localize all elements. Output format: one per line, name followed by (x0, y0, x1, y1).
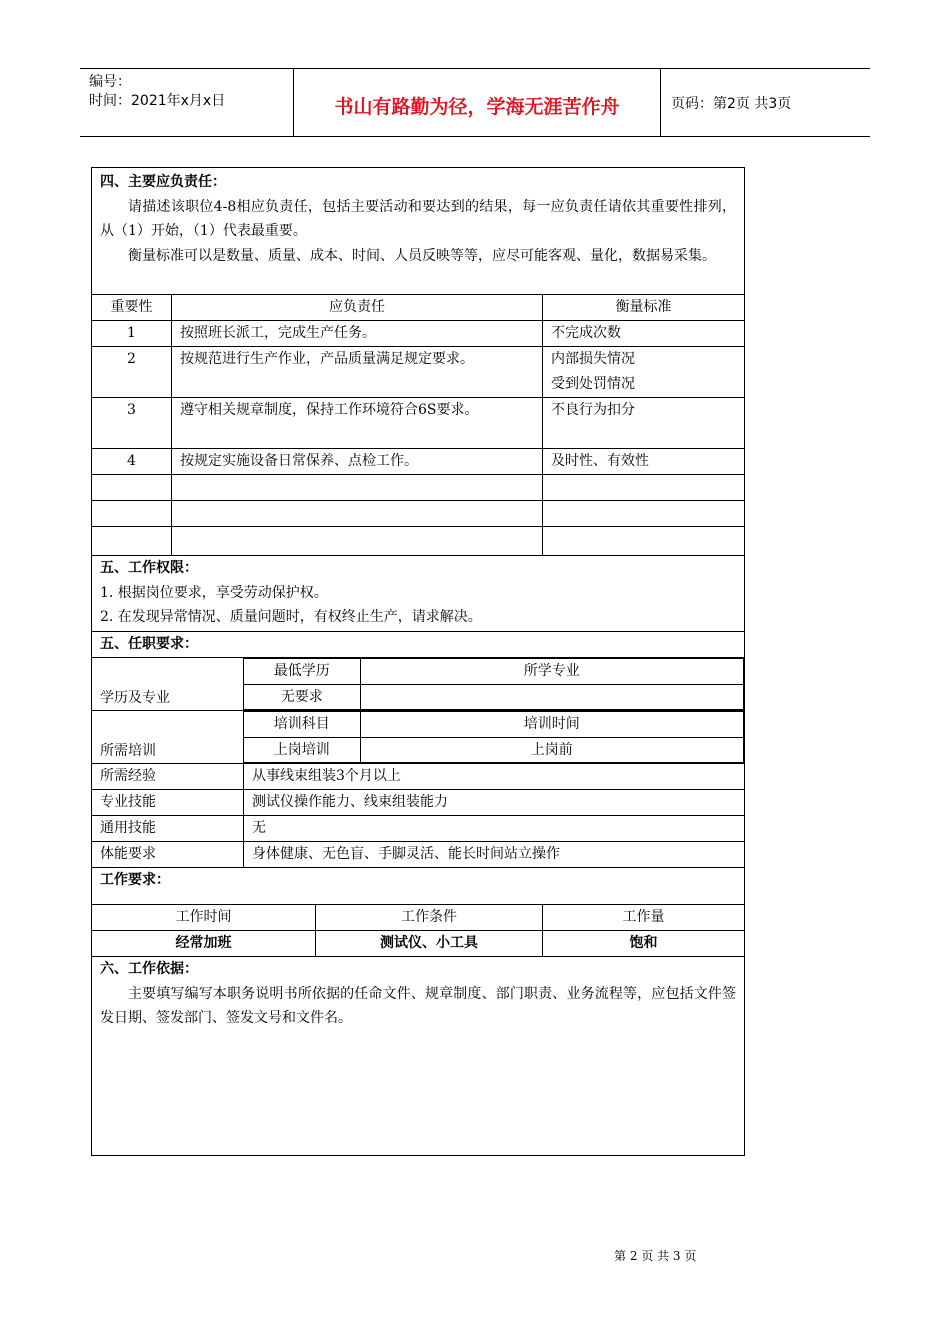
sec4-paragraph-1: 请描述该职位4-8相应负责任，包括主要活动和要达到的结果，每一应负责任请依其重要性排列，从（1）开始，（1）代表最重要。 (100, 198, 737, 239)
duty-standard: 及时性、有效性 (543, 449, 745, 475)
duty-row (92, 347, 745, 398)
work-header-row (92, 905, 745, 931)
page-header (80, 68, 870, 137)
authority-item: 1. 根据岗位要求，享受劳动保护权。 (100, 584, 328, 601)
sec4-title: 四、主要应负责任： (100, 174, 226, 190)
edu-major-label: 所学专业 (360, 659, 744, 685)
skill-value: 测试仪操作能力、线束组装能力 (244, 790, 745, 816)
work-condition-label: 工作条件 (316, 905, 543, 931)
work-value-row (92, 931, 745, 957)
sec6-paragraph: 主要填写编写本职务说明书所依据的任命文件、规章制度、部门职责、业务流程等，应包括文件签发日期、签发部门、签发文号和文件名。 (100, 985, 737, 1026)
experience-label: 所需经验 (92, 764, 244, 790)
edu-min-value: 无要求 (244, 684, 360, 710)
duty-row (92, 321, 745, 347)
sec5b-title: 五、任职要求： (92, 632, 745, 658)
header-meta (80, 69, 293, 136)
work-load-label: 工作量 (543, 905, 745, 931)
duty-header-row (92, 295, 745, 321)
duty-standard-line: 内部损失情况 (551, 351, 635, 367)
edu-major-value (360, 684, 744, 710)
sec6-title: 六、工作依据： (100, 961, 198, 977)
general-skill-label: 通用技能 (92, 816, 244, 842)
train-subject-value: 上岗培训 (244, 737, 360, 763)
duty-row (92, 398, 745, 449)
duty-number: 3 (92, 398, 172, 449)
duty-text: 按照班长派工，完成生产任务。 (172, 321, 543, 347)
work-title-row (92, 868, 745, 905)
general-skill-row (92, 816, 745, 842)
work-time-label: 工作时间 (92, 905, 316, 931)
work-load-value: 饱和 (543, 931, 745, 957)
work-title: 工作要求： (92, 868, 745, 905)
duty-text: 按规定实施设备日常保养、点检工作。 (172, 449, 543, 475)
train-subject-label: 培训科目 (244, 712, 360, 738)
document-time-label: 时间：2021年x月x日 (89, 93, 226, 109)
sec4-intro-row (92, 168, 745, 295)
duty-text: 遵守相关规章制度，保持工作环境符合6S要求。 (172, 398, 543, 449)
header-page-info: 页码：第2页 共3页 (671, 95, 792, 112)
duty-standard (543, 347, 745, 398)
col-standard: 衡量标准 (543, 295, 745, 321)
duty-standard: 不良行为扣分 (543, 398, 745, 449)
education-row (92, 658, 745, 711)
sec6-row (92, 957, 745, 1156)
authority-item: 2. 在发现异常情况、质量问题时，有权终止生产，请求解决。 (100, 609, 482, 625)
work-time-value: 经常加班 (92, 931, 316, 957)
experience-row (92, 764, 745, 790)
col-duty: 应负责任 (172, 295, 543, 321)
train-time-value: 上岗前 (360, 737, 744, 763)
duty-standard: 不完成次数 (543, 321, 745, 347)
train-time-label: 培训时间 (360, 712, 744, 738)
duty-standard-line: 受到处罚情况 (551, 375, 635, 392)
duty-number: 1 (92, 321, 172, 347)
sec5b-title-row (92, 632, 745, 658)
duty-row-empty (92, 527, 745, 556)
physical-value: 身体健康、无色盲、手脚灵活、能长时间站立操作 (244, 842, 745, 868)
sec5a-title: 五、工作权限： (100, 560, 198, 576)
duty-row (92, 449, 745, 475)
training-row (92, 711, 745, 764)
job-description-table (91, 167, 745, 1156)
work-condition-value: 测试仪、小工具 (316, 931, 543, 957)
skill-row (92, 790, 745, 816)
document-number-label: 编号： (89, 74, 131, 90)
general-skill-value: 无 (244, 816, 745, 842)
footer-page-number: 第 2 页 共 3 页 (614, 1249, 697, 1263)
training-label: 所需培训 (92, 711, 244, 764)
duty-text: 按规范进行生产作业，产品质量满足规定要求。 (172, 347, 543, 398)
experience-value: 从事线束组装3个月以上 (244, 764, 745, 790)
edu-min-label: 最低学历 (244, 659, 360, 685)
col-importance: 重要性 (92, 295, 172, 321)
physical-row (92, 842, 745, 868)
sec5a-row (92, 556, 745, 632)
duty-row-empty (92, 475, 745, 501)
skill-label: 专业技能 (92, 790, 244, 816)
header-motto: 书山有路勤为径，学海无涯苦作舟 (293, 69, 661, 136)
duty-number: 2 (92, 347, 172, 398)
sec4-paragraph-2: 衡量标准可以是数量、质量、成本、时间、人员反映等等，应尽可能客观、量化，数据易采集。 (128, 247, 716, 264)
duty-row-empty (92, 501, 745, 527)
physical-label: 体能要求 (92, 842, 244, 868)
duty-number: 4 (92, 449, 172, 475)
education-label: 学历及专业 (92, 658, 244, 711)
